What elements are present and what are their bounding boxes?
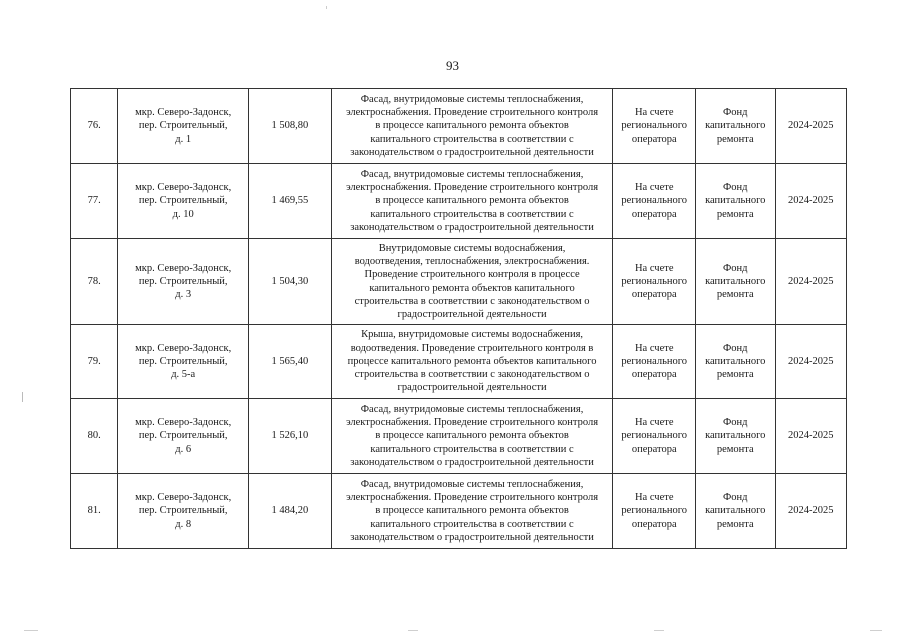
work-line: Крыша, внутридомовые системы водоснабжения, (361, 329, 584, 341)
account-line: регионального (621, 275, 688, 287)
work-cell (331, 89, 613, 164)
margin-mark (22, 392, 26, 402)
address-line: д. 5-а (171, 369, 196, 381)
fund-cell (696, 325, 776, 399)
account-line: На счете (634, 342, 674, 354)
work-line: Проведение строительного контроля в процессе (364, 269, 580, 281)
fund-line: ремонта (716, 133, 754, 145)
address-cell (118, 239, 249, 325)
work-line: в процессе капитального ремонта объектов (375, 120, 569, 132)
address-line: пер. Строительный, (138, 275, 228, 287)
address-line: д. 6 (175, 443, 192, 455)
account-line: оператора (631, 369, 677, 381)
account-line: оператора (631, 208, 677, 220)
period-cell: 2024-2025 (775, 474, 847, 549)
work-line: электроснабжения. Проведение строительного контроля (346, 417, 599, 429)
address-line: д. 10 (172, 208, 194, 220)
account-line: На счете (634, 492, 674, 504)
work-line: законодательством о градостроительной деятельности (350, 146, 594, 158)
address-line: пер. Строительный, (138, 355, 228, 367)
fund-line: капитального (705, 355, 766, 367)
account-line: регионального (621, 355, 688, 367)
address-line: мкр. Северо-Задонск, (135, 182, 232, 194)
fund-cell (696, 89, 776, 164)
repair-plan-table (70, 88, 847, 549)
work-line: градостроительной деятельности (397, 308, 547, 320)
address-line: пер. Строительный, (138, 195, 228, 207)
address-line: пер. Строительный, (138, 430, 228, 442)
fund-line: капитального (705, 505, 766, 517)
work-line: Фасад, внутридомовые системы теплоснабжения, (360, 478, 584, 490)
work-line: капитального строительства в соответствии с (370, 443, 574, 455)
scan-artifact (326, 6, 327, 9)
work-line: процессе капитального ремонта объектов капитального (347, 355, 597, 367)
table-row (71, 89, 847, 164)
address-line: мкр. Северо-Задонск, (135, 492, 232, 504)
account-line: оператора (631, 518, 677, 530)
work-line: законодательством о градостроительной деятельности (350, 531, 594, 543)
scan-artifact (408, 626, 418, 631)
address-cell (118, 89, 249, 164)
fund-cell (696, 164, 776, 239)
account-line: регионального (621, 195, 688, 207)
work-line: в процессе капитального ремонта объектов (375, 195, 569, 207)
address-line: д. 8 (175, 518, 192, 530)
row-number: 78. (71, 239, 118, 325)
fund-line: Фонд (722, 262, 748, 274)
work-line: Фасад, внутридомовые системы теплоснабжения, (360, 168, 584, 180)
period-cell: 2024-2025 (775, 164, 847, 239)
work-line: водоотведения. Проведение строительного контроля в (350, 342, 594, 354)
fund-line: капитального (705, 195, 766, 207)
account-line: На счете (634, 262, 674, 274)
address-cell (118, 399, 249, 474)
account-line: оператора (631, 443, 677, 455)
fund-line: капитального (705, 430, 766, 442)
account-line: регионального (621, 120, 688, 132)
fund-line: Фонд (722, 417, 748, 429)
work-line: Фасад, внутридомовые системы теплоснабжения, (360, 403, 584, 415)
fund-line: Фонд (722, 342, 748, 354)
row-number: 79. (71, 325, 118, 399)
account-line: оператора (631, 289, 677, 301)
work-line: электроснабжения. Проведение строительного контроля (346, 182, 599, 194)
address-line: мкр. Северо-Задонск, (135, 417, 232, 429)
work-line: строительства в соответствии с законодательством о (354, 295, 590, 307)
area-cell: 1 508,80 (249, 89, 332, 164)
row-number: 81. (71, 474, 118, 549)
fund-line: ремонта (716, 369, 754, 381)
work-line: капитального строительства в соответствии с (370, 133, 574, 145)
account-line: На счете (634, 417, 674, 429)
table-row (71, 239, 847, 325)
area-cell: 1 565,40 (249, 325, 332, 399)
work-line: электроснабжения. Проведение строительного контроля (346, 107, 599, 119)
work-line: законодательством о градостроительной деятельности (350, 221, 594, 233)
address-line: д. 3 (175, 289, 192, 301)
work-line: законодательством о градостроительной деятельности (350, 456, 594, 468)
row-number: 76. (71, 89, 118, 164)
account-cell (613, 474, 696, 549)
period-cell: 2024-2025 (775, 239, 847, 325)
table-row (71, 325, 847, 399)
work-line: в процессе капитального ремонта объектов (375, 430, 569, 442)
area-cell: 1 526,10 (249, 399, 332, 474)
work-cell (331, 325, 613, 399)
scan-artifact (24, 626, 38, 631)
fund-line: ремонта (716, 208, 754, 220)
address-cell (118, 164, 249, 239)
work-line: Фасад, внутридомовые системы теплоснабжения, (360, 93, 584, 105)
account-line: оператора (631, 133, 677, 145)
table-row (71, 474, 847, 549)
work-cell (331, 399, 613, 474)
row-number: 77. (71, 164, 118, 239)
address-line: пер. Строительный, (138, 505, 228, 517)
scan-artifact (870, 626, 882, 631)
row-number: 80. (71, 399, 118, 474)
address-line: д. 1 (175, 133, 192, 145)
work-line: Внутридомовые системы водоснабжения, (378, 242, 566, 254)
address-line: пер. Строительный, (138, 120, 228, 132)
page-number: 93 (446, 58, 459, 73)
fund-line: Фонд (722, 107, 748, 119)
work-cell (331, 164, 613, 239)
fund-cell (696, 239, 776, 325)
fund-line: капитального (705, 120, 766, 132)
account-cell (613, 239, 696, 325)
period-cell: 2024-2025 (775, 399, 847, 474)
account-cell (613, 164, 696, 239)
account-line: регионального (621, 505, 688, 517)
table-body (71, 89, 847, 549)
account-line: регионального (621, 430, 688, 442)
work-cell (331, 239, 613, 325)
work-line: водоотведения, теплоснабжения, электроснабжения. (354, 256, 590, 268)
account-cell (613, 89, 696, 164)
account-cell (613, 325, 696, 399)
address-cell (118, 325, 249, 399)
account-cell (613, 399, 696, 474)
table-row (71, 399, 847, 474)
work-line: в процессе капитального ремонта объектов (375, 505, 569, 517)
address-cell (118, 474, 249, 549)
period-cell: 2024-2025 (775, 325, 847, 399)
area-cell: 1 469,55 (249, 164, 332, 239)
work-line: электроснабжения. Проведение строительного контроля (346, 492, 599, 504)
fund-line: Фонд (722, 182, 748, 194)
fund-cell (696, 399, 776, 474)
scan-artifact (654, 626, 664, 631)
fund-line: капитального (705, 275, 766, 287)
work-cell (331, 474, 613, 549)
fund-line: ремонта (716, 289, 754, 301)
fund-line: Фонд (722, 492, 748, 504)
work-line: капитального строительства в соответствии с (370, 518, 574, 530)
fund-line: ремонта (716, 443, 754, 455)
address-line: мкр. Северо-Задонск, (135, 342, 232, 354)
area-cell: 1 484,20 (249, 474, 332, 549)
work-line: строительства в соответствии с законодательством о (354, 369, 590, 381)
table-row (71, 164, 847, 239)
account-line: На счете (634, 182, 674, 194)
area-cell: 1 504,30 (249, 239, 332, 325)
work-line: капитального строительства в соответствии с (370, 208, 574, 220)
work-line: капитального ремонта объектов капитального (369, 282, 575, 294)
period-cell: 2024-2025 (775, 89, 847, 164)
account-line: На счете (634, 107, 674, 119)
address-line: мкр. Северо-Задонск, (135, 107, 232, 119)
fund-line: ремонта (716, 518, 754, 530)
work-line: градостроительной деятельности (397, 382, 547, 394)
address-line: мкр. Северо-Задонск, (135, 262, 232, 274)
fund-cell (696, 474, 776, 549)
